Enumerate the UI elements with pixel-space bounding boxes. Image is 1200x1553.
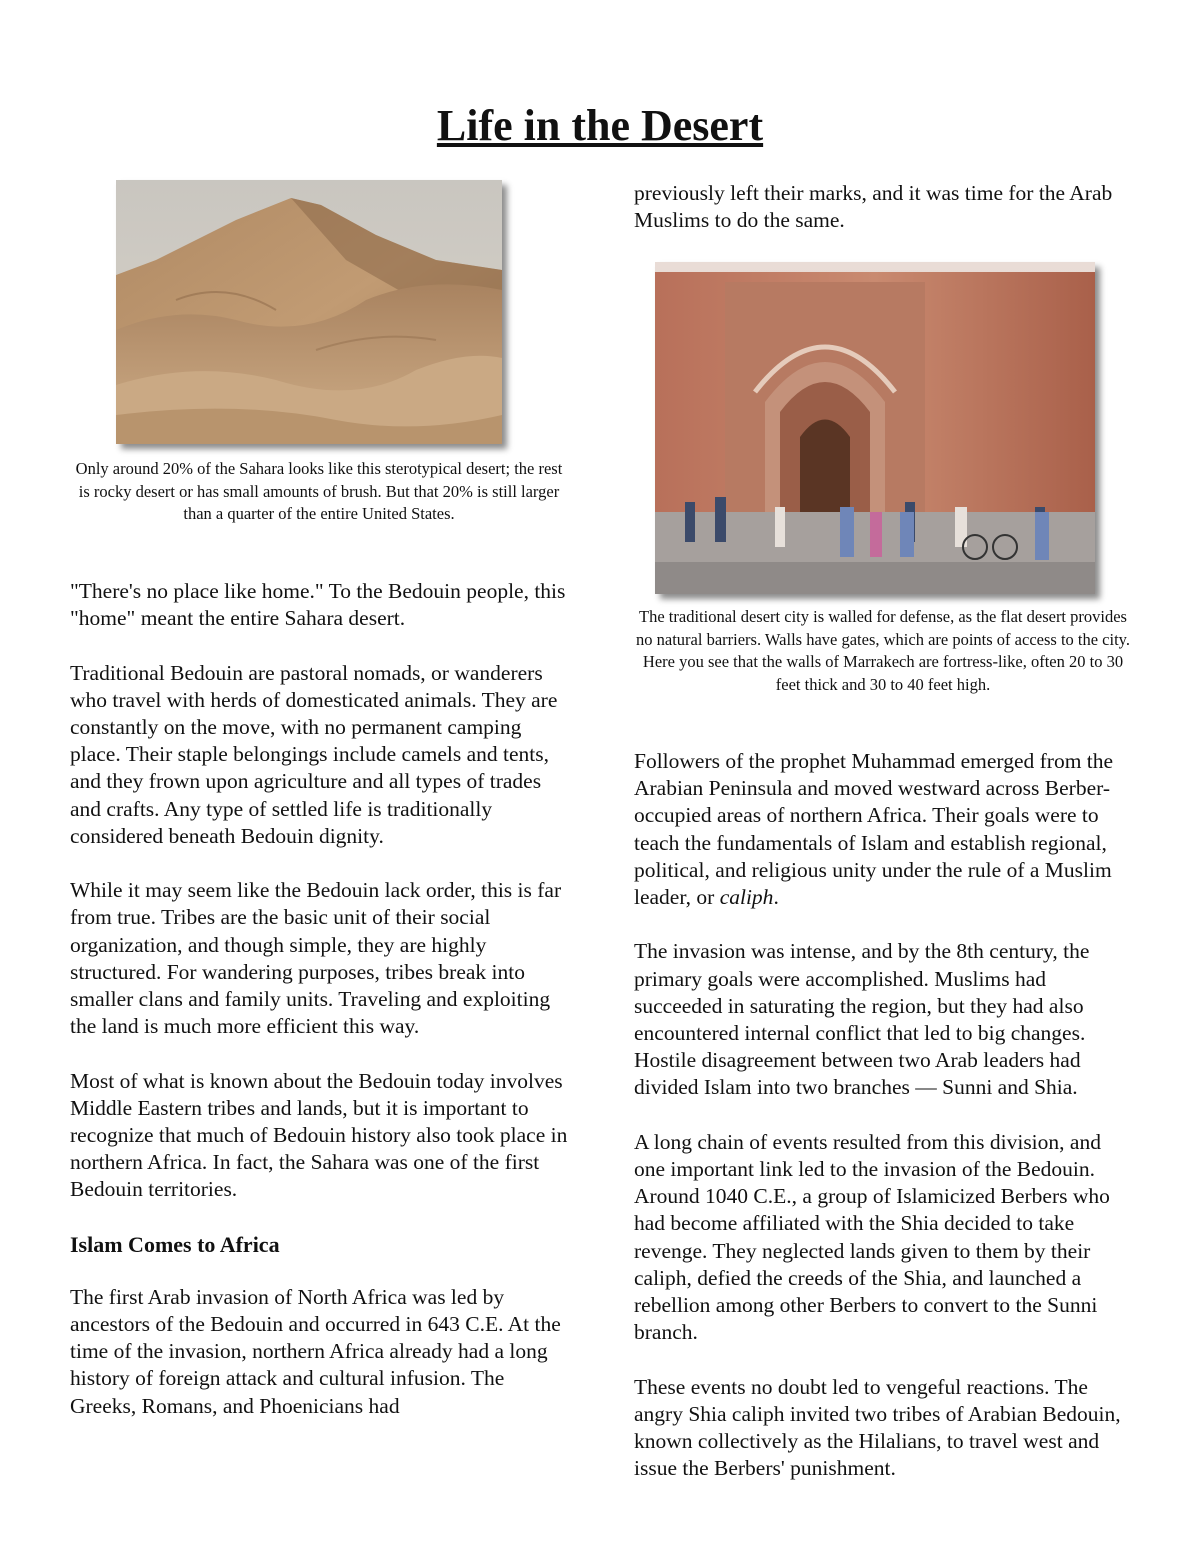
gate-caption: The traditional desert city is walled for defense, as the flat desert provides no natural barriers. Walls have gates, which are points of access to the city. Here you see that the walls of Marrakech are fortress-like, often 20 to 30 feet thick and 30 to 40 feet high. xyxy=(636,607,1130,694)
paragraph: previously left their marks, and it was time for the Arab Muslims to do the same. xyxy=(634,181,1113,233)
paragraph-text: . xyxy=(773,885,779,910)
paragraph xyxy=(634,748,1132,911)
right-column-top xyxy=(634,180,1132,262)
paragraph: The first Arab invasion of North Africa was led by ancestors of the Bedouin and occurred in 643 C.E. At the time of the invasion, northern Africa already had a long history of foreign attack and cultural infusion. The Greeks, Romans, and Phoenicians had xyxy=(70,1284,561,1418)
page-title: Life in the Desert xyxy=(436,101,764,150)
paragraph: A long chain of events resulted from this division, and one important link led to the invasion of the Bedouin. Around 1040 C.E., a group of Islamicized Berbers who had become affiliated with the Shia decided to take revenge. They neglected lands given to them by their caliph, defied the creeds of the Shia, and launched a rebellion among other Berbers to convert to the Sunni branch. xyxy=(634,1129,1110,1345)
paragraph: Most of what is known about the Bedouin today involves Middle Eastern tribes and lands, but it is important to recognize that much of Bedouin history also took place in northern Africa. In fact, the Sahara was one of the first Bedouin territories. xyxy=(70,1068,568,1202)
left-column xyxy=(70,578,568,1447)
dunes-caption: Only around 20% of the Sahara looks like this sterotypical desert; the rest is rocky desert or has small amounts of brush. But that 20% is still larger than a quarter of the entire United States. xyxy=(75,459,563,524)
sand-dunes-photo xyxy=(116,180,502,444)
paragraph: The invasion was intense, and by the 8th century, the primary goals were accomplished. Muslims had succeeded in saturating the region, but they had also encountered internal conflict that led to big changes. Hostile disagreement between two Arab leaders had divided Islam into two branches — Sunni and Shia. xyxy=(634,939,1090,1100)
paragraph: While it may seem like the Bedouin lack order, this is far from true. Tribes are the basic unit of their social organization, and though simple, they are highly structured. For wandering purposes, tribes break into smaller clans and family units. Traveling and exploiting the land is much more efficient this way. xyxy=(70,878,562,1039)
section-heading: Islam Comes to Africa xyxy=(70,1231,280,1257)
gate-figure xyxy=(655,262,1095,594)
caliph-term: caliph xyxy=(719,885,774,910)
paragraph-text: Followers of the prophet Muhammad emerged from the Arabian Peninsula and moved westward across Berber-occupied areas of northern Africa. Their goals were to teach the fundamentals of Islam and establish regional, political, and religious unity under the rule of a Muslim leader, or xyxy=(634,749,1114,910)
dunes-figure xyxy=(116,180,502,444)
paragraph: "There's no place like home." To the Bedouin people, this "home" meant the entire Sahara desert. xyxy=(70,579,566,631)
marrakech-gate-photo xyxy=(655,262,1095,594)
paragraph: These events no doubt led to vengeful reactions. The angry Shia caliph invited two tribes of Arabian Bedouin, known collectively as the Hilalians, to travel west and issue the Berbers' punishment. xyxy=(634,1374,1121,1481)
paragraph: Traditional Bedouin are pastoral nomads, or wanderers who travel with herds of domesticated animals. They are constantly on the move, with no permanent camping place. Their staple belongings include camels and tents, and they frown upon agriculture and all types of trades and crafts. Any type of settled life is traditionally considered beneath Bedouin dignity. xyxy=(70,660,558,848)
right-column xyxy=(634,748,1132,1510)
